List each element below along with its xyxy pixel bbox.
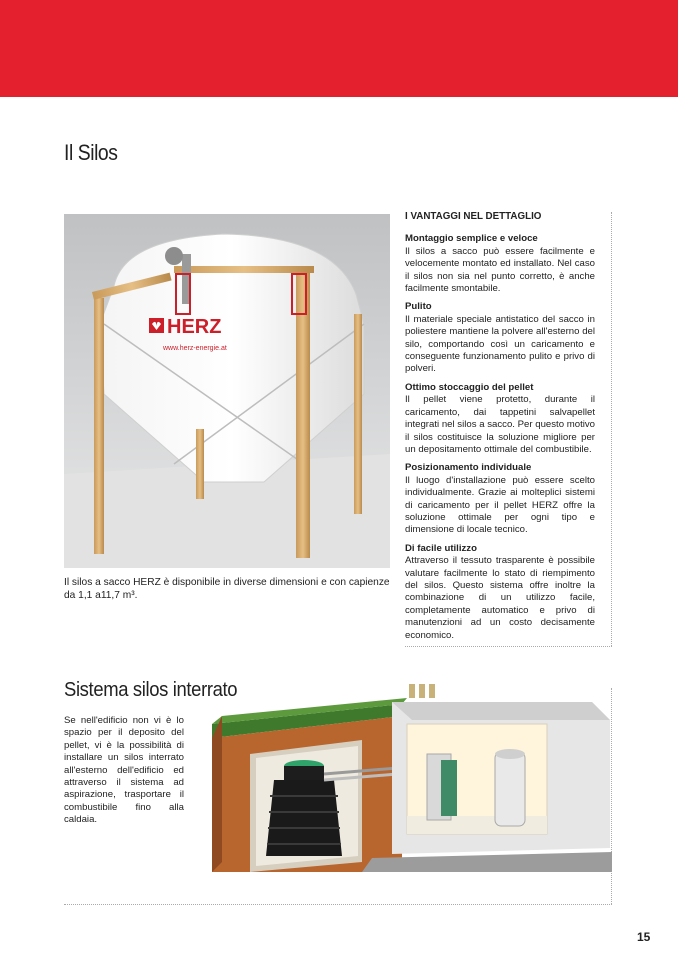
divider (611, 212, 612, 646)
underground-description: Se nell'edificio non vi è lo spazio per il deposito del pellet, vi è la possibilità di installare un silos interrato all'esterno dell'edificio ed attraverso il sistema ad aspirazione, trasportare il combustibile fino alla caldaia. (64, 715, 184, 826)
advantage-title: Pulito (405, 301, 432, 313)
advantage-title: Ottimo stoccaggio del pellet (405, 381, 534, 393)
divider (405, 646, 612, 647)
advantages-heading: I VANTAGGI NEL DETTAGLIO (405, 211, 542, 222)
advantage-text: Il silos a sacco può essere facilmente e velocemente montato ed installato. Nel caso il silos non sia nel punto corretto, è anche facilmente smontabile. (405, 245, 595, 295)
divider (64, 904, 612, 905)
silo-photo (64, 214, 390, 568)
advantage-title: Di facile utilizzo (405, 542, 477, 554)
page-number: 15 (637, 930, 651, 944)
underground-silo-illustration (212, 676, 612, 872)
advantage-title: Montaggio semplice e veloce (405, 233, 538, 245)
advantage-text: Il materiale speciale antistatico del sacco in poliestere mantiene la polvere all'esterno del silo, comportando così un caricamento e conseguente funzionamento pulito e privo di polveri. (405, 313, 595, 375)
logo-url: www.herz-energie.at (163, 345, 227, 352)
section-title-underground: Sistema silos interrato (64, 678, 238, 701)
section-title-silos: Il Silos (64, 140, 118, 165)
advantage-title: Posizionamento individuale (405, 462, 532, 474)
photo-caption: Il silos a sacco HERZ è disponibile in diverse dimensioni e con capienze da 1,1 a11,7 m³. (64, 577, 390, 601)
advantage-text: Il luogo d'installazione può essere scelto individualmente. Grazie ai molteplici sistemi di caricamento per il pellet HERZ offre la soluzione ottimale per ogni tipo e dimensione di locale tecnico. (405, 474, 595, 536)
logo-brand: HERZ (167, 316, 222, 338)
advantages-column (405, 211, 595, 642)
advantage-text: Il pellet viene protetto, durante il caricamento, dai tappetini salvapellet integrati nel silos a sacco. Per questo motivo il silos costituisce la soluzione migliore per un depositamento ottimale del combustibile. (405, 394, 595, 455)
top-red-banner (0, 0, 678, 97)
advantage-text: Attraverso il tessuto trasparente è possibile valutare facilmente lo stato di riempimento del silos. Questo sistema offre inoltre la combinazione di un utilizzo facile, completamente automatico e privo di manutenzioni ad un costo decisamente economico. (405, 555, 595, 641)
